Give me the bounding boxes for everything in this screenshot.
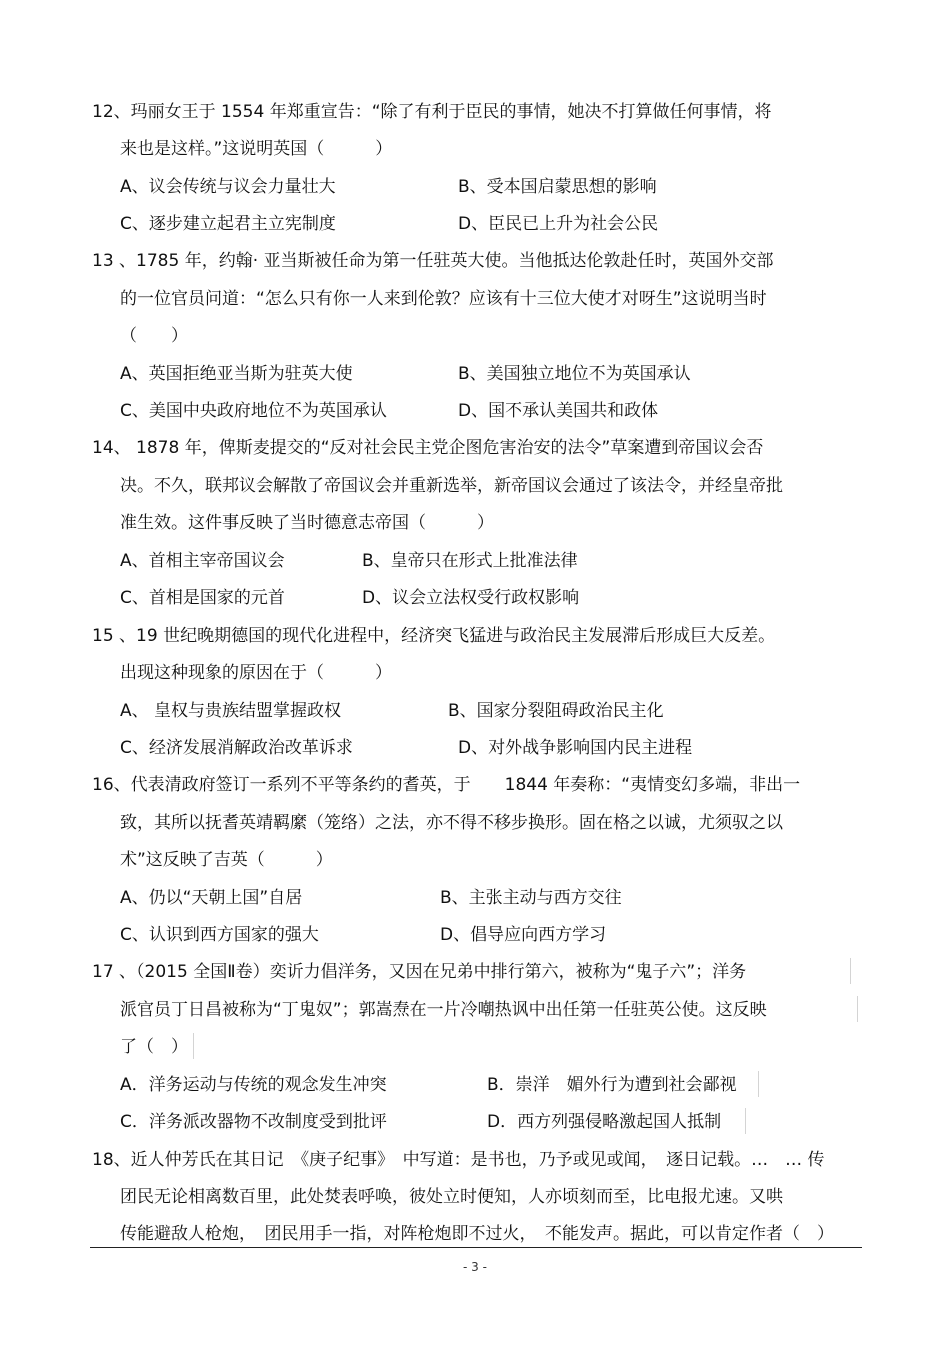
q15-option-b: B、国家分裂阻碍政治民主化: [448, 701, 664, 721]
q14-option-c: C、首相是国家的元首: [120, 588, 285, 608]
q14-option-a: A、首相主宰帝国议会: [120, 551, 285, 571]
q14-stem-line-3: 准生效。这件事反映了当时德意志帝国（ ）: [120, 513, 494, 533]
q15-stem-line-2: 出现这种现象的原因在于（ ）: [120, 663, 392, 683]
scan-artifact-line: [857, 996, 858, 1022]
q16-stem-line-1: 16、代表清政府签订一系列不平等条约的耆英，于 1844 年奏称：“夷情变幻多端，非出一: [92, 775, 801, 795]
q17-option-a: A．洋务运动与传统的观念发生冲突: [120, 1075, 387, 1095]
scan-artifact-line: [745, 1108, 746, 1134]
q13-stem-line-3: （ ）: [120, 326, 188, 346]
q15-stem-line-1: 15 、19 世纪晚期德国的现代化进程中，经济突飞猛进与政治民主发展滞后形成巨大反差。: [92, 626, 776, 646]
q16-stem-line-3: 术”这反映了吉英（ ）: [120, 850, 333, 870]
q13-option-a: A、英国拒绝亚当斯为驻英大使: [120, 364, 353, 384]
q18-stem-line-1: 18、近人仲芳氏在其日记 《庚子纪事》 中写道：是书也，乃予或见或闻， 逐日记载。… … 传: [92, 1150, 825, 1170]
q12-option-d: D、臣民已上升为社会公民: [458, 214, 659, 234]
q17-option-b: B．崇洋 媚外行为遭到社会鄙视: [487, 1075, 737, 1095]
q15-option-a: A、 皇权与贵族结盟掌握政权: [120, 701, 342, 721]
q15-option-c: C、经济发展消解政治改革诉求: [120, 738, 353, 758]
q15-option-d: D、对外战争影响国内民主进程: [458, 738, 693, 758]
q12-stem-line-2: 来也是这样。”这说明英国（ ）: [120, 139, 393, 159]
q17-option-d: D．西方列强侵略激起国人抵制: [487, 1112, 722, 1132]
q13-option-d: D、国不承认美国共和政体: [458, 401, 659, 421]
q16-option-b: B、主张主动与西方交往: [440, 888, 622, 908]
q17-stem-line-1: 17 、（2015 全国Ⅱ卷）奕䜣力倡洋务，又因在兄弟中排行第六，被称为“鬼子六”；洋务: [92, 962, 747, 982]
q18-stem-line-2: 团民无论相离数百里，此处焚表呼唤，彼处立时便知，人亦顷刻而至，比电报尤速。又哄: [120, 1187, 783, 1207]
q18-stem-line-3: 传能避敌人枪炮， 团民用手一指，对阵枪炮即不过火， 不能发声。据此，可以肯定作者（ ）: [120, 1224, 834, 1244]
q17-stem-line-2: 派官员丁日昌被称为“丁鬼奴”；郭嵩焘在一片冷嘲热讽中出任第一任驻英公使。这反映: [120, 1000, 767, 1020]
scan-artifact-line: [193, 1033, 194, 1059]
q14-option-b: B、皇帝只在形式上批准法律: [362, 551, 578, 571]
q12-option-c: C、逐步建立起君主立宪制度: [120, 214, 336, 234]
q16-stem-line-2: 致，其所以抚耆英靖羁縻（笼络）之法，亦不得不移步换形。固在格之以诚，尤须驭之以: [120, 813, 783, 833]
q17-option-c: C．洋务派改器物不改制度受到批评: [120, 1112, 387, 1132]
q13-stem-line-1: 13 、1785 年，约翰· 亚当斯被任命为第一任驻英大使。当他抵达伦敦赴任时，英国外交部: [92, 251, 774, 271]
q12-option-b: B、受本国启蒙思想的影响: [458, 177, 657, 197]
q13-option-c: C、美国中央政府地位不为英国承认: [120, 401, 387, 421]
q14-stem-line-1: 14、 1878 年，俾斯麦提交的“反对社会民主党企图危害治安的法令”草案遭到帝国议会否: [92, 438, 764, 458]
page-bottom-rule: [90, 1247, 862, 1248]
scan-artifact-line: [850, 958, 851, 984]
q16-option-a: A、仍以“天朝上国”自居: [120, 888, 303, 908]
q14-option-d: D、议会立法权受行政权影响: [362, 588, 580, 608]
q16-option-c: C、认识到西方国家的强大: [120, 925, 319, 945]
q14-stem-line-2: 决。不久，联邦议会解散了帝国议会并重新选举，新帝国议会通过了该法令，并经皇帝批: [120, 476, 783, 496]
q17-stem-line-3: 了（ ）: [120, 1037, 188, 1057]
q13-option-b: B、美国独立地位不为英国承认: [458, 364, 691, 384]
q12-option-a: A、议会传统与议会力量壮大: [120, 177, 336, 197]
page-number: - 3 -: [463, 1260, 487, 1274]
q13-stem-line-2: 的一位官员问道：“怎么只有你一人来到伦敦？应该有十三位大使才对呀生”这说明当时: [120, 289, 767, 309]
q12-stem-line-1: 12、玛丽女王于 1554 年郑重宣告：“除了有利于臣民的事情，她决不打算做任何事情，将: [92, 102, 772, 122]
q16-option-d: D、倡导应向西方学习: [440, 925, 607, 945]
scan-artifact-line: [758, 1071, 759, 1097]
